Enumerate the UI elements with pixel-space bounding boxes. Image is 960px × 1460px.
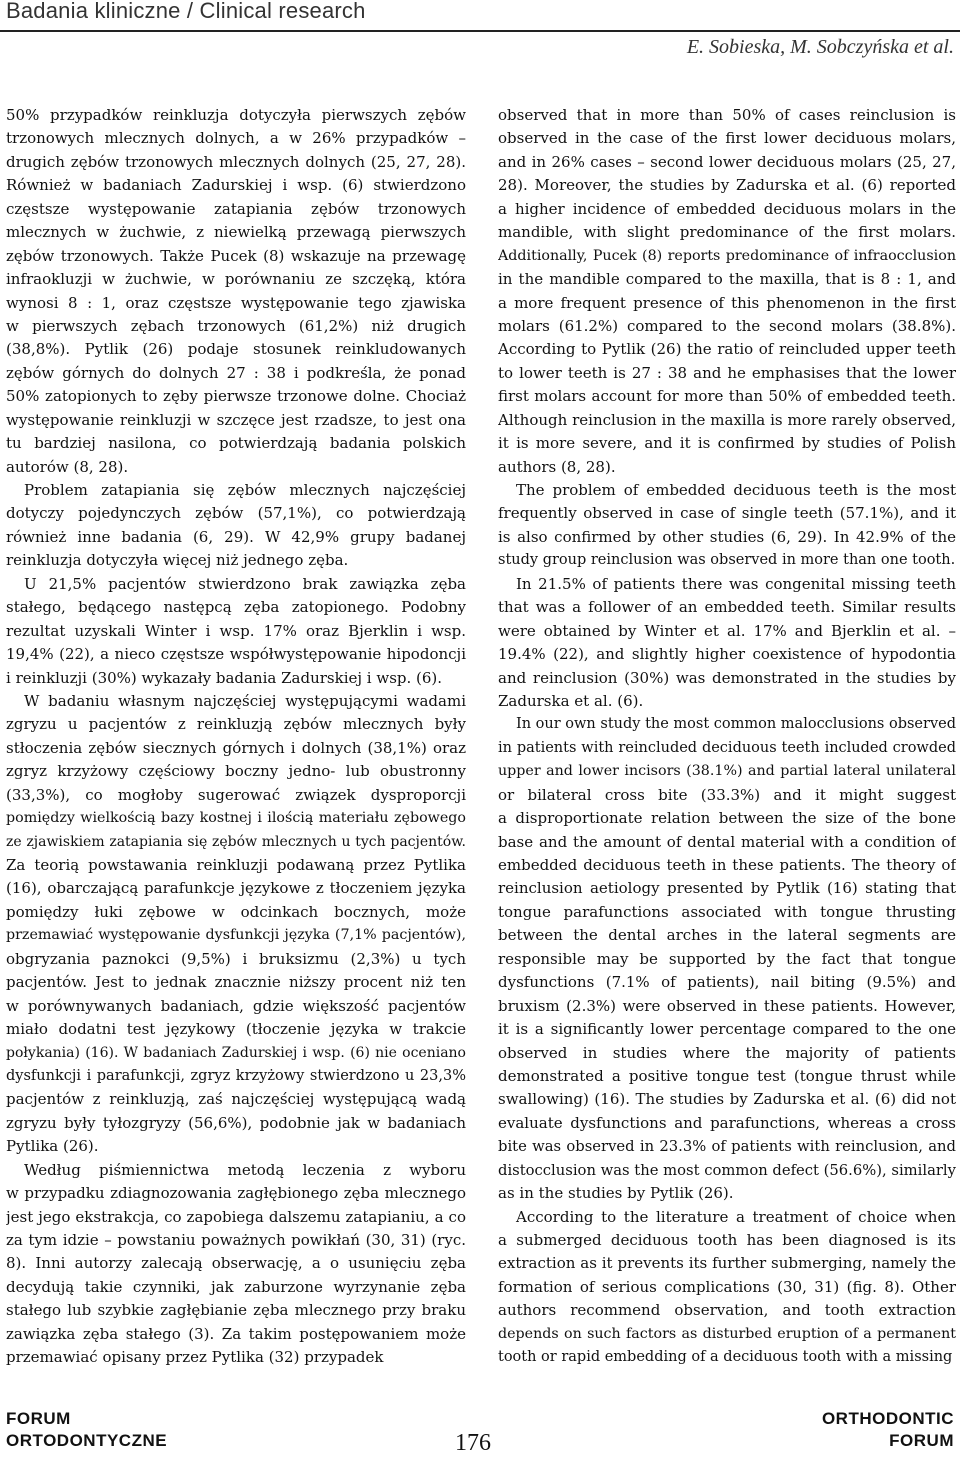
text-line: rezultat uzyskali Winter i wsp. 17% oraz Bjerklin i wsp. — [6, 621, 466, 640]
journal-name-english — [822, 1408, 954, 1452]
text-line: Additionally, Pucek (8) reports predominance of infraocclusion — [498, 247, 956, 264]
text-line: were obtained by Winter et al. 17% and Bjerklin et al. – — [498, 621, 956, 640]
text-line: pacjentów. Jest to jednak znacznie niższy procent niż ten — [6, 973, 466, 992]
text-line: According to the literature a treatment of choice when — [516, 1207, 956, 1226]
text-line: as in the studies by Pytlik (26). — [498, 1184, 734, 1203]
text-line: frequently observed in case of single teeth (57.1%), and it — [498, 504, 956, 523]
text-line: swallowing) (16). The studies by Zadurska et al. (6) did not — [498, 1090, 956, 1109]
text-line: Zadurska et al. (6). — [498, 691, 644, 710]
text-line: first molars account for more than 50% of embedded teeth. — [498, 387, 956, 406]
text-line: and reinclusion (30%) was demonstrated in the studies by — [498, 668, 956, 687]
text-line: observed that in more than 50% of cases reinclusion is — [498, 106, 956, 124]
text-line: that was a follower of an embedded teeth. Similar results — [498, 598, 956, 617]
text-line: stałego, będącego następcą zęba zatopionego. Podobny — [6, 598, 466, 617]
text-line: przemawiać opisany przez Pytlika (32) przypadek — [6, 1348, 384, 1367]
text-line: obgryzania paznokci (9,5%) i bruksizmu (2,3%) u tych — [6, 949, 466, 968]
text-line: In 21.5% of patients there was congenital missing teeth — [516, 574, 956, 593]
text-line: authors (8, 28). — [498, 457, 616, 476]
text-line: 28). Moreover, the studies by Zadurska et al. (6) reported — [498, 176, 956, 195]
text-line: 50% zatopionych to zęby pierwsze trzonowe dolne. Chociaż — [6, 387, 466, 406]
text-line: responsible may be supported by the fact that tongue — [498, 949, 956, 968]
running-header-title: Badania kliniczne / Clinical research — [6, 0, 366, 23]
text-line: stałego lub szybkie zagłębianie zęba mlecznego przy braku — [6, 1301, 466, 1320]
text-line: mlecznych w żuchwie, z niewielką przewagą pierwszych — [6, 223, 466, 242]
page-number: 176 — [455, 1430, 491, 1456]
text-line: to lower teeth is 27 : 38 and he emphasises that the lower — [498, 363, 956, 382]
journal-name-polish — [6, 1408, 167, 1452]
text-line: observed in the case of the first lower deciduous molars, — [498, 129, 956, 148]
text-line: (16), obarczającą parafunkcje językowe z tłoczeniem języka — [6, 879, 466, 898]
text-line: base and the amount of dental material with a condition of — [498, 832, 956, 851]
text-line: in patients with reincluded deciduous teeth included crowded — [498, 739, 956, 756]
text-line: zgryz krzyżowy częściowy boczny jedno- lub obustronny — [6, 762, 466, 781]
text-line: decydują takie czynniki, jak zaburzone wyrzynanie zęba — [6, 1277, 466, 1296]
text-line: dysfunkcji i parafunkcji, zgryz krzyżowy stwierdzono u 23,3% — [6, 1067, 466, 1084]
text-line: it is more severe, and it is confirmed by studies of Polish — [498, 434, 956, 453]
text-line: reinkluzja dotyczyła więcej niż jednego zęba. — [6, 551, 349, 570]
text-line: w porównywanych badaniach, gdzie większość pacjentów — [6, 996, 466, 1015]
text-line: tu bardziej nasilona, co potwierdzają badania polskich — [6, 434, 466, 453]
text-line: (38,8%). Pytlik (26) podaje stosunek reinkludowanych — [6, 340, 466, 359]
text-line: bite was observed in 23.3% of patients with reinclusion, and — [498, 1138, 956, 1156]
text-line: Problem zatapiania się zębów mlecznych najczęściej — [24, 481, 466, 499]
text-line: in the mandible compared to the maxilla, that is 8 : 1, and — [498, 270, 956, 289]
text-line: embedded deciduous teeth in these patients. The theory of — [498, 856, 956, 874]
text-line: demonstrated a positive tongue test (tongue thrust while — [498, 1066, 956, 1085]
text-line: Również w badaniach Zadurskiej i wsp. (6) stwierdzono — [6, 176, 466, 195]
text-line: According to Pytlik (26) the ratio of reincluded upper teeth — [498, 340, 956, 359]
text-line: również inne badania (6, 29). W 42,9% grupy badanej — [6, 527, 466, 546]
text-line: mandible, with slight predominance of the first molars. — [498, 223, 956, 242]
text-line: (33,3%), co mogłoby sugerować związek dysproporcji — [6, 785, 466, 804]
running-header-authors: E. Sobieska, M. Sobczyńska et al. — [686, 36, 954, 58]
text-line: i reinkluzji (30%) wykazały badania Zadurskiej i wsp. (6). — [6, 668, 443, 687]
text-line: częstsze występowanie zatapiania zębów trzonowych — [6, 199, 466, 218]
text-line: miało dodatni test językowy (tłoczenie języka w trakcie — [6, 1020, 466, 1039]
text-line: autorów (8, 28). — [6, 457, 129, 476]
text-line: dysfunctions (7.1% of patients), nail biting (9.5%) and — [498, 973, 956, 992]
text-line: w przypadku zdiagnozowania zagłębionego zęba mlecznego — [6, 1184, 466, 1203]
text-line: a higher incidence of embedded deciduous molars in the — [498, 199, 956, 218]
text-line: za tym idzie – powstaniu poważnych powikłań (30, 31) (ryc. — [6, 1231, 466, 1249]
text-line: bruxism (2.3%) were observed in these patients. However, — [498, 996, 956, 1015]
journal-name-polish-line2: ORTODONTYCZNE — [6, 1431, 168, 1450]
text-line: 19,4% (22), a nieco częstsze współwystępowanie hipodoncji — [6, 645, 466, 664]
text-line: a more frequent presence of this phenomenon in the first — [498, 293, 956, 312]
text-line: a disproportionate relation between the size of the bone — [498, 809, 956, 828]
text-line: dotyczy pojedynczych zębów (57,1%), co potwierdzają — [6, 504, 466, 523]
text-line: zawiązka zęba stałego (3). Za takim postępowaniem może — [6, 1324, 466, 1343]
text-line: infraokluzji w żuchwie, w porównaniu ze szczęką, która — [6, 270, 466, 289]
text-line: połykania) (16). W badaniach Zadurskiej i wsp. (6) nie oceniano — [6, 1044, 466, 1061]
text-line: zębów trzonowych. Także Pucek (8) wskazuje na przewagę — [6, 246, 466, 265]
text-line: stłoczenia zębów siecznych górnych i dolnych (38,1%) oraz — [6, 738, 466, 757]
journal-name-english-line1: ORTHODONTIC — [821, 1409, 954, 1428]
text-line: U 21,5% pacjentów stwierdzono brak zawiązka zęba — [24, 574, 466, 593]
text-line: występowanie reinkluzji w szczęce jest rzadsze, to jest ona — [6, 410, 466, 429]
text-line: evaluate dysfunctions and parafunctions, whereas a cross — [498, 1113, 956, 1132]
text-line: upper and lower incisors (38.1%) and partial lateral unilateral — [498, 763, 956, 780]
text-line: W badaniu własnym najczęściej występującymi wadami — [24, 691, 466, 710]
text-line: zębów górnych do dolnych 27 : 38 i podkreśla, że ponad — [6, 363, 466, 382]
text-line: a submerged deciduous tooth has been diagnosed is its — [498, 1231, 956, 1249]
text-line: depends on such factors as disturbed eruption of a permanent — [498, 1325, 956, 1342]
text-line: drugich zębów trzonowych mlecznych dolnych (25, 27, 28). — [6, 152, 466, 171]
text-line: 19.4% (22), and slightly higher coexistence of hypodontia — [498, 645, 956, 664]
text-line: tongue parafunctions associated with tongue thrusting — [498, 902, 956, 921]
text-line: ze zjawiskiem zatapiania się zębów mlecznych u tych pacjentów. — [6, 833, 466, 850]
text-line: it is a significantly lower percentage compared to the one — [498, 1020, 956, 1039]
text-line: study group reinclusion was observed in more than one tooth. — [498, 552, 956, 569]
text-line: Although reinclusion in the maxilla is more rarely observed, — [498, 410, 956, 429]
journal-name-polish-line1: FORUM — [6, 1409, 71, 1428]
text-line: przemawiać występowanie dysfunkcji języka (7,1% pacjentów), — [6, 927, 466, 944]
text-line: w pierwszych zębach trzonowych (61,2%) niż drugich — [6, 316, 466, 335]
text-line: jest jego ekstrakcja, co zapobiega dalszemu zatapianiu, a co — [6, 1207, 466, 1226]
text-line: formation of serious complications (30, 31) (fig. 8). Other — [498, 1277, 956, 1296]
text-line: and in 26% cases – second lower deciduous molars (25, 27, — [498, 152, 956, 171]
text-line: tooth or rapid embedding of a deciduous tooth with a missing — [498, 1349, 953, 1366]
text-line: pacjentów z reinkluzją, zaś najczęściej występującą wadą — [6, 1090, 466, 1109]
text-line: Pytlika (26). — [6, 1137, 99, 1156]
text-line: 8). Inni autorzy zalecają obserwację, a o usunięciu zęba — [6, 1254, 466, 1273]
text-line: 50% przypadków reinkluzja dotyczyła pierwszych zębów — [6, 106, 466, 124]
text-line: pomiędzy wielkością bazy kostnej i ilością materiału zębowego — [6, 810, 466, 827]
text-line: is also confirmed by other studies (6, 29). In 42.9% of the — [498, 527, 956, 546]
text-line: wynosi 8 : 1, oraz częstsze występowanie tego zjawiska — [6, 293, 466, 312]
english-text-column — [498, 104, 956, 1370]
text-line: molars (61.2%) compared to the second molars (38.8%). — [498, 316, 956, 335]
text-line: distocclusion was the most common defect (56.6%), similarly — [498, 1161, 956, 1179]
text-line: zgryzu u pacjentów z reinkluzją zębów mlecznych były — [6, 715, 466, 734]
polish-text-column — [6, 104, 466, 1370]
text-line: observed in studies where the majority of patients — [498, 1043, 956, 1062]
text-line: trzonowych mlecznych dolnych, a w 26% przypadków – — [6, 129, 466, 148]
header-divider — [0, 30, 960, 32]
journal-name-english-line2: FORUM — [889, 1431, 954, 1450]
text-line: zgryzu były tyłozgryzy (56,6%), podobnie jak w badaniach — [6, 1113, 466, 1132]
text-line: or bilateral cross bite (33.3%) and it might suggest — [498, 785, 956, 804]
text-line: extraction as it prevents its further submerging, namely the — [498, 1254, 956, 1273]
text-line: In our own study the most common malocclusions observed — [516, 716, 956, 733]
text-line: Według piśmiennictwa metodą leczenia z wyboru — [24, 1160, 466, 1179]
text-line: Za teorią powstawania reinkluzji podawaną przez Pytlika — [6, 856, 466, 874]
text-line: reinclusion aetiology presented by Pytlik (16) stating that — [498, 879, 956, 898]
text-line: authors recommend observation, and tooth extraction — [498, 1301, 956, 1320]
text-line: between the dental arches in the lateral segments are — [498, 926, 956, 945]
text-line: The problem of embedded deciduous teeth is the most — [516, 481, 956, 499]
text-line: pomiędzy łuki zębowe w odcinkach bocznych, może — [6, 902, 466, 921]
